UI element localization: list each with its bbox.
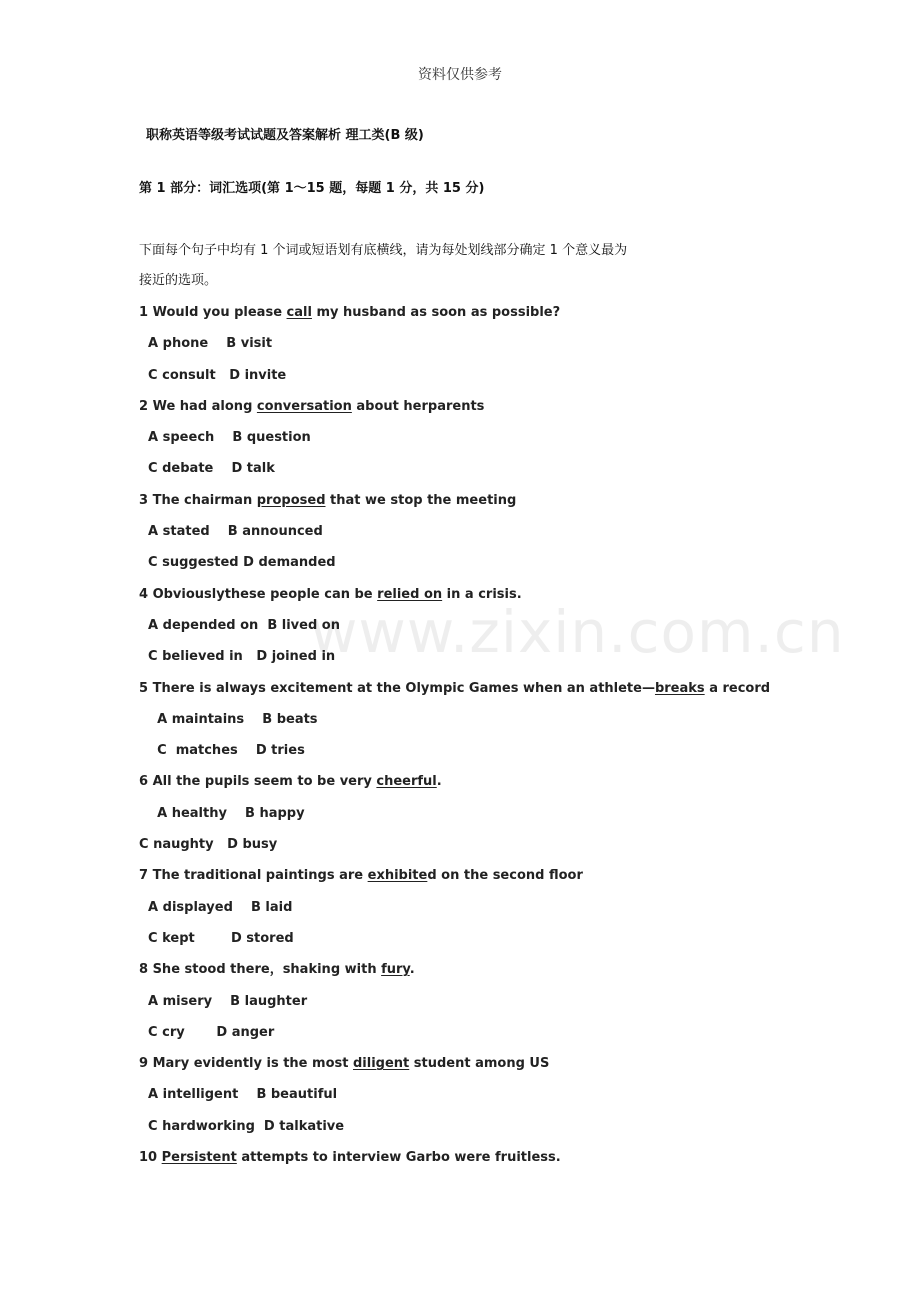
option-line: C believed in D joined in <box>139 649 336 665</box>
stem-text: 5 There is always excitement at the Olympic Games when an athlete— <box>139 680 655 696</box>
option-line: A phone B visit <box>139 336 273 352</box>
section-title: 第 1 部分：词汇选项(第 1～15 题，每题 1 分，共 15 分) <box>139 181 485 196</box>
option-line: C kept D stored <box>139 930 294 946</box>
option-line: A maintains B beats <box>139 711 318 727</box>
question-stem <box>139 1053 779 1084</box>
option-line: C suggested D demanded <box>139 555 336 571</box>
stem-text: about herparents <box>351 398 485 414</box>
underlined-word: breaks <box>654 680 705 696</box>
stem-text: 9 Mary evidently is the most <box>139 1056 353 1072</box>
stem-text: student among US <box>409 1056 550 1072</box>
underlined-word: cheerful <box>376 774 437 790</box>
question-stem <box>139 1147 779 1178</box>
option-line: C consult D invite <box>139 367 287 383</box>
stem-text: d on the second floor <box>427 868 583 884</box>
stem-text: my husband as soon as possible? <box>311 305 561 320</box>
underlined-word: Persistent <box>161 1150 237 1166</box>
stem-text: 2 We had along <box>139 398 257 414</box>
stem-text: 7 The traditional paintings are <box>139 868 368 884</box>
option-line: C naughty D busy <box>139 837 278 853</box>
underlined-word: diligent <box>352 1056 410 1072</box>
option-line: A speech B question <box>139 430 311 446</box>
option-line: C matches D tries <box>139 743 305 759</box>
instructions-line-2: 接近的选项。 <box>139 273 218 288</box>
watermark: www.zixin.com.cn <box>310 598 845 666</box>
underlined-word: conversation <box>256 398 352 414</box>
question-stem <box>139 959 779 990</box>
question-stem <box>139 584 779 615</box>
question-stem <box>139 771 779 802</box>
option-line: A misery B laughter <box>139 993 308 1009</box>
question-stem <box>139 396 779 427</box>
option-line: A stated B announced <box>139 524 323 540</box>
underlined-word: proposed <box>256 492 326 508</box>
stem-text: 8 She stood there，shaking with <box>139 962 382 978</box>
option-line: A healthy B happy <box>139 805 305 821</box>
stem-text: 1 Would you please <box>139 305 287 320</box>
question-list <box>139 302 779 1178</box>
stem-text: attempts to interview Garbo were fruitless. <box>236 1150 561 1166</box>
question-stem <box>139 865 779 896</box>
underlined-word: fury <box>381 962 410 978</box>
stem-text: . <box>409 962 415 978</box>
underlined-word: relied on <box>377 586 443 602</box>
stem-text: 10 <box>139 1150 162 1166</box>
document-title: 职称英语等级考试试题及答案解析 理工类(B 级) <box>146 128 424 143</box>
instructions-line-1: 下面每个句子中均有 1 个词或短语划有底横线，请为每处划线部分确定 1 个意义最为 <box>139 243 628 258</box>
stem-text: 3 The chairman <box>139 492 257 508</box>
stem-text: 4 Obviouslythese people can be <box>139 586 378 602</box>
question-stem <box>139 302 779 333</box>
option-line: A intelligent B beautiful <box>139 1087 338 1103</box>
option-line: C cry D anger <box>139 1024 275 1040</box>
underlined-word: call <box>286 305 312 320</box>
option-line: C debate D talk <box>139 461 275 477</box>
option-line: A displayed B laid <box>139 899 293 915</box>
page-header: 资料仅供参考 <box>418 67 502 83</box>
question-stem <box>139 678 779 709</box>
option-line: A depended on B lived on <box>139 617 340 633</box>
stem-text: that we stop the meeting <box>325 492 517 508</box>
stem-text: a record <box>704 680 771 696</box>
question-stem <box>139 490 779 521</box>
option-line: C hardworking D talkative <box>139 1118 345 1134</box>
stem-text: . <box>436 774 442 790</box>
underlined-word: exhibite <box>367 868 428 884</box>
instructions <box>139 236 699 296</box>
stem-text: in a crisis. <box>442 586 522 602</box>
stem-text: 6 All the pupils seem to be very <box>139 774 377 790</box>
